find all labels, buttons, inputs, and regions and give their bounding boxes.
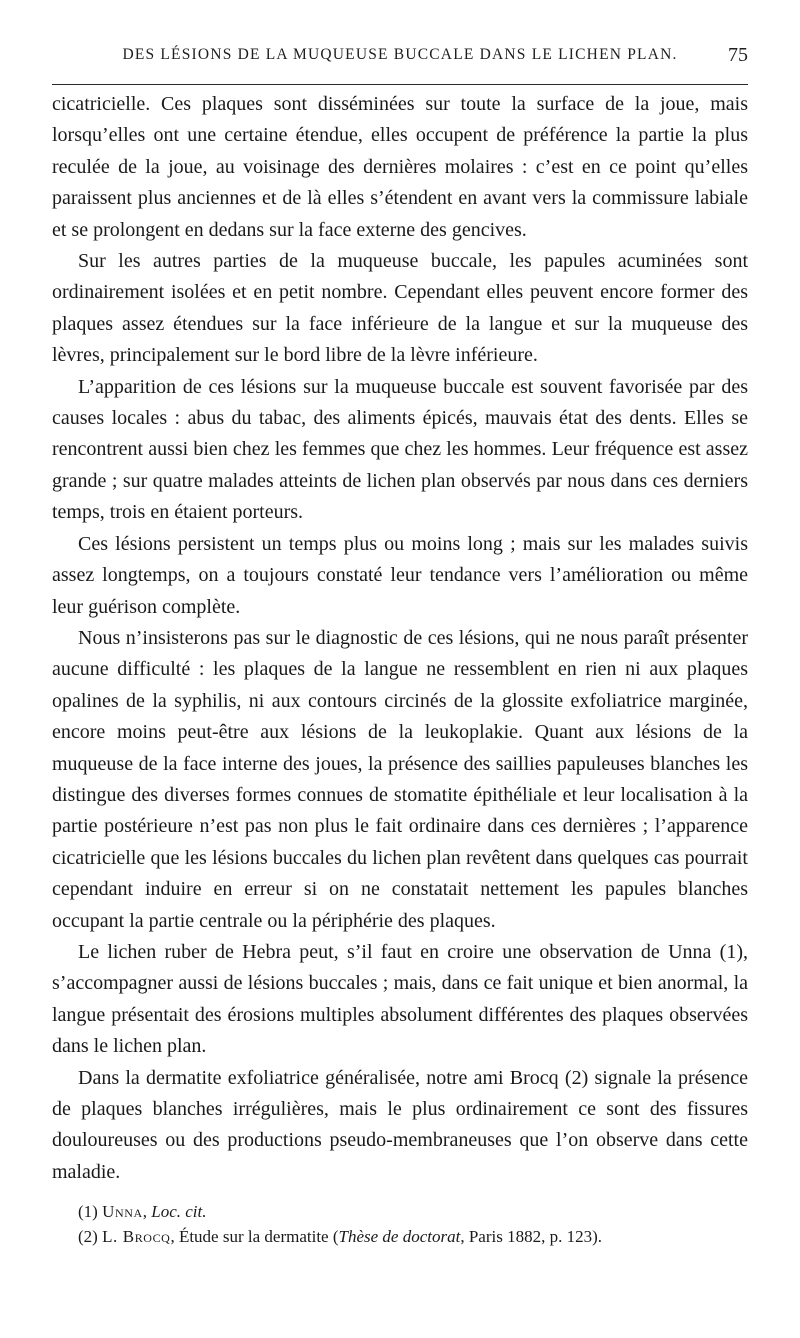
page-number: 75 (728, 44, 748, 66)
paragraph-4: Ces lésions persistent un temps plus ou moins long ; mais sur les malades suivis assez longtemps, on a toujours constaté leur tendance vers l’amélioration ou même leur guérison complète. (52, 532, 748, 618)
footnote-reference: Loc. cit. (151, 1202, 207, 1222)
footnote-separator: , (142, 1202, 152, 1222)
running-title: DES LÉSIONS DE LA MUQUEUSE BUCCALE DANS LE LICHEN PLAN. (122, 46, 678, 63)
paragraph-3: L’apparition de ces lésions sur la muqueuse buccale est souvent favorisée par des causes locales : abus du tabac, des aliments épicés, mauvais état des dents. Elles se rencontrent aussi bien chez les femmes que chez les hommes. Leur fréquence est assez grande ; sur quatre malades atteints de lichen plan observés par nous dans ces derniers temps, trois en étaient porteurs. (52, 375, 748, 524)
footnote-marker: (1) (78, 1202, 98, 1222)
paragraph-2: Sur les autres parties de la muqueuse buccale, les papules acuminées sont ordinairement isolées et en petit nombre. Cependant elles peuvent encore former des plaques assez étendues sur la face inférieure de la langue et sur la muqueuse des lèvres, principalement sur le bord libre de la lèvre inférieure. (52, 250, 748, 367)
footnote-marker: (2) (78, 1227, 98, 1247)
paragraph-1: cicatricielle. Ces plaques sont disséminées sur toute la surface de la joue, mais lorsqu’elles ont une certaine étendue, elles occupent de préférence la partie la plus reculée de la joue, au voisinage des dernières molaires : c’est en ce point qu’elles paraissent plus anciennes et de là elles s’étendent en avant vers la commissure labiale et se prolongent en dedans sur la face externe des gencives. (52, 93, 748, 241)
footnote-2 (52, 1224, 748, 1249)
book-page (52, 40, 748, 1249)
paragraph-5: Nous n’insisterons pas sur le diagnostic de ces lésions, qui ne nous paraît présenter aucune difficulté : les plaques de la langue ne ressemblent en rien ni aux plaques opalines de la syphilis, ni aux contours circinés de la glossite exfoliatrice marginée, encore moins peut-être aux lésions de la leukoplakie. Quant aux lésions de la muqueuse de la face interne des joues, la présence des saillies papuleuses blanches les distingue des diverses formes connues de stomatite épithéliale et leur localisation à la partie postérieure n’est pas non plus le fait ordinaire dans ces dernières ; l’apparence cicatricielle que les lésions buccales du lichen plan revêtent dans quelques cas pourrait cependant induire en erreur si on ne constatait nettement les papules blanches occupant la partie centrale ou la périphérie des plaques. (52, 626, 748, 932)
paragraph-7: Dans la dermatite exfoliatrice généralisée, notre ami Brocq (2) signale la présence de plaques blanches irrégulières, mais le plus ordinairement ce sont des fissures douloureuses ou des productions pseudo-membraneuses que l’on observe dans cette maladie. (52, 1066, 748, 1183)
footnote-tail: , Paris 1882, p. 123). (460, 1227, 603, 1247)
footnote-1 (52, 1199, 748, 1224)
footnotes (52, 1199, 748, 1249)
paragraph-6: Le lichen ruber de Hebra peut, s’il faut en croire une observation de Unna (1), s’accompagner aussi de lésions buccales ; mais, dans ce fait unique et bien anormal, la langue présentait des érosions multiples absolument différentes des plaques observées dans le lichen plan. (52, 940, 748, 1058)
footnote-separator: , Étude sur la dermatite ( (170, 1227, 339, 1247)
body-text (52, 89, 748, 1188)
footnote-reference: Thèse de doctorat (338, 1227, 461, 1247)
running-head (52, 40, 748, 70)
footnote-author: Unna (102, 1202, 143, 1222)
footnote-author: L. Brocq (102, 1227, 171, 1247)
header-rule (52, 84, 748, 85)
